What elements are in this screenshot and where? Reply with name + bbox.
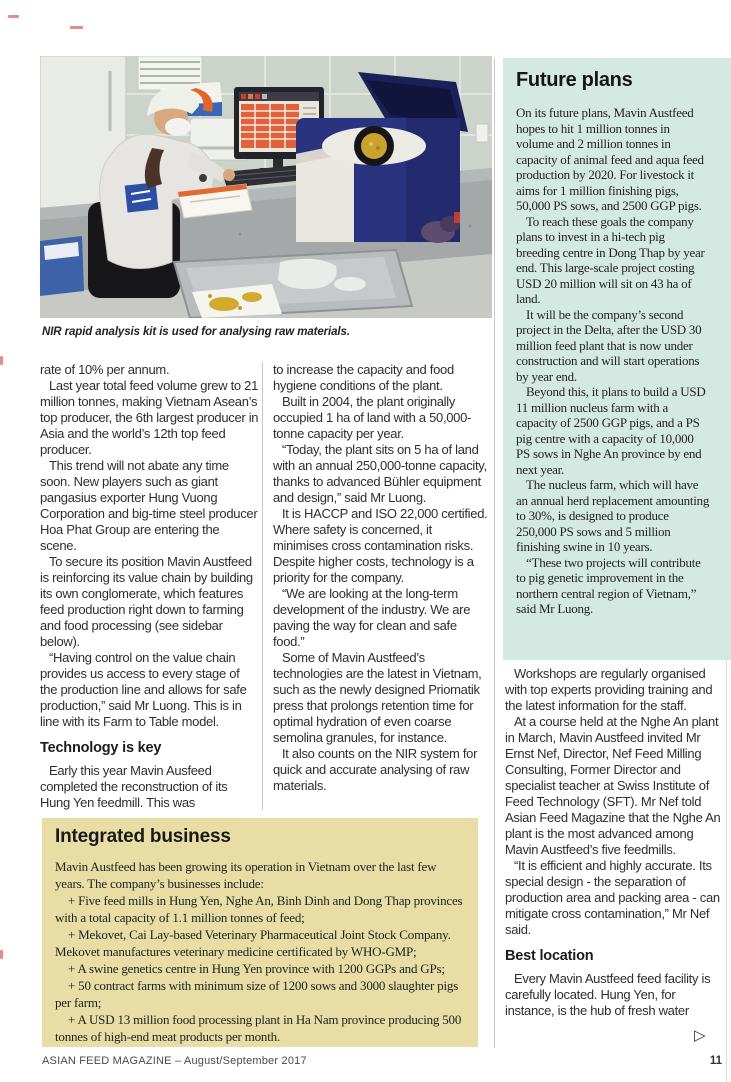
paragraph: The nucleus farm, which will have an annual herd replacement amounting to 30%, is designed to produce 250,000 PS sows and 5 million finishing swine in 10 years.	[516, 477, 710, 554]
column-rule	[494, 58, 495, 1048]
list-item: + Mekovet, Cai Lay-based Veterinary Pharmaceutical Joint Stock Company. Mekovet manufactures veterinary medicine certificated by WHO-GMP;	[55, 927, 451, 959]
paragraph: To secure its position Mavin Austfeed is reinforcing its value chain by building its own conglomerate, which features feed production right down to farming and food processing (see sidebar below).	[40, 554, 253, 649]
paragraph: “Today, the plant sits on 5 ha of land with an annual 250,000-tonne capacity, thanks to advanced Bühler equipment and design,” said Mr Luong.	[273, 442, 487, 505]
list-item: + A USD 13 million food processing plant in Ha Nam province producing 500 tonnes of high-end meat products per month.	[55, 1012, 462, 1044]
article-photo	[40, 56, 492, 318]
paragraph: It also counts on the NIR system for quick and accurate analysing of raw materials.	[273, 746, 478, 793]
paragraph: rate of 10% per annum.	[40, 362, 170, 377]
subheading-best-location: Best location	[505, 948, 594, 964]
sample-tray	[174, 250, 412, 318]
integrated-business-title: Integrated business	[55, 826, 231, 847]
paragraph: To reach these goals the company plans to invest in a hi-tech pig breeding centre in Dong Thap by year end. This large-scale project costing USD 20 million will sit on 43 ha of land.	[516, 213, 705, 306]
scan-mark	[0, 950, 3, 959]
middle-column-paragraphs	[273, 362, 488, 794]
right-column-paragraphs	[505, 666, 727, 938]
paragraph: On its future plans, Mavin Austfeed hopes to hit 1 million tonnes in volume and 2 million tonnes in capacity of animal feed and aqua feed production by 2020. For livestock it aims for 1 million finishing pigs, 50,000 PS sows, and 2500 GGP pigs.	[516, 105, 704, 213]
paragraph: “These two projects will contribute to pig genetic improvement in the northern central region of Vietnam,” said Mr Luong.	[516, 554, 701, 616]
list-item: + Five feed mills in Hung Yen, Nghe An, Binh Dinh and Dong Thap provinces with a total capacity of 1.1 million tonnes of feed;	[55, 893, 463, 925]
footer-magazine-name: ASIAN FEED MAGAZINE – August/September 2017	[42, 1055, 307, 1067]
face-mask	[165, 118, 191, 136]
list-item: + 50 contract farms with minimum size of 1200 sows and 3000 slaughter pigs per farm;	[55, 978, 459, 1010]
scan-mark	[8, 15, 19, 18]
left-column-paragraphs2	[40, 763, 259, 811]
integrated-business-items	[55, 892, 464, 1045]
paragraph: This trend will not abate any time soon. New players such as giant pangasius exporter Hung Vuong Corporation and big-time steel producer Hoa Phat Group are entering the scene.	[40, 458, 258, 553]
paragraph: “It is efficient and highly accurate. Its special design - the separation of production area and packing area - can mitigate cross contamination,” Mr Nef said.	[505, 858, 720, 937]
paragraph: Early this year Mavin Ausfeed completed the reconstruction of its Hung Yen feedmill. This was	[40, 763, 228, 810]
integrated-business-box	[42, 818, 478, 1047]
paragraph: At a course held at the Nghe An plant in March, Mavin Austfeed invited Mr Ernst Nef, Director, Nef Feed Milling Consulting, Former Director and specialist teacher at Swiss Institute of Feed Technology (SFT). Mr Nef told Asian Feed Magazine that the Nghe An plant is the most advanced among Mavin Austfeed’s five feedmills.	[505, 714, 721, 857]
paragraph: Some of Mavin Austfeed’s technologies are the latest in Vietnam, such as the newly designed Priomatik press that prolongs retention time for optimal hydration of even coarse semolina granules, for instance.	[273, 650, 482, 745]
middle-column	[273, 362, 488, 794]
future-plans-title: Future plans	[516, 69, 633, 91]
lab-scene-illustration	[40, 56, 492, 318]
paragraph: Every Mavin Austfeed feed facility is carefully located. Hung Yen, for instance, is the hub of fresh water	[505, 971, 711, 1018]
left-column-paragraphs	[40, 362, 259, 730]
paragraph: Beyond this, it plans to build a USD 11 million nucleus farm with a capacity of 2500 GGP pigs, and a PS pig centre with a capacity of 10,000 PS sows in Nghe An province by end next year.	[516, 384, 706, 477]
paragraph: to increase the capacity and food hygiene conditions of the plant.	[273, 362, 454, 393]
right-column	[505, 666, 727, 1019]
paragraph: Last year total feed volume grew to 21 million tonnes, making Vietnam Asean’s top producer, the 6th largest producer in Asia and the world’s 12th top feed producer.	[40, 378, 259, 457]
future-plans-paragraphs	[516, 105, 710, 617]
future-plans-box	[503, 58, 731, 660]
paragraph: Workshops are regularly organised with top experts providing training and the latest information for the staff.	[505, 666, 713, 713]
subheading-technology-is-key: Technology is key	[40, 740, 162, 756]
page-number: 11	[709, 1055, 722, 1067]
right-column-paragraphs2	[505, 971, 727, 1019]
paragraph: Built in 2004, the plant originally occupied 1 ha of land with a 50,000-tonne capacity per year.	[273, 394, 472, 441]
scan-mark	[0, 356, 3, 365]
paragraph: “Having control on the value chain provides us access to every stage of the production line and allows for safe production,” said Mr Luong. This is in line with its Farm to Table model.	[40, 650, 247, 729]
paragraph: It is HACCP and ISO 22,000 certified. Where safety is concerned, it minimises cross contamination risks. Despite higher costs, technology is a priority for the company.	[273, 506, 488, 585]
scan-mark	[70, 26, 83, 29]
continuation-arrow-icon: ▷	[694, 1027, 706, 1044]
column-rule	[262, 362, 263, 810]
photo-caption: NIR rapid analysis kit is used for analysing raw materials.	[42, 326, 350, 338]
list-item: + A swine genetics centre in Hung Yen province with 1200 GGPs and GPs;	[68, 961, 445, 976]
paragraph: “We are looking at the long-term development of the industry. We are paving the way for clean and safe food.”	[273, 586, 471, 649]
left-column	[40, 362, 259, 811]
paragraph: It will be the company’s second project in the Delta, after the USD 30 million feed plant that is now under construction and will start operations by year end.	[516, 306, 702, 384]
integrated-business-intro: Mavin Austfeed has been growing its operation in Vietnam over the last few years. The company’s businesses include:	[55, 859, 437, 891]
